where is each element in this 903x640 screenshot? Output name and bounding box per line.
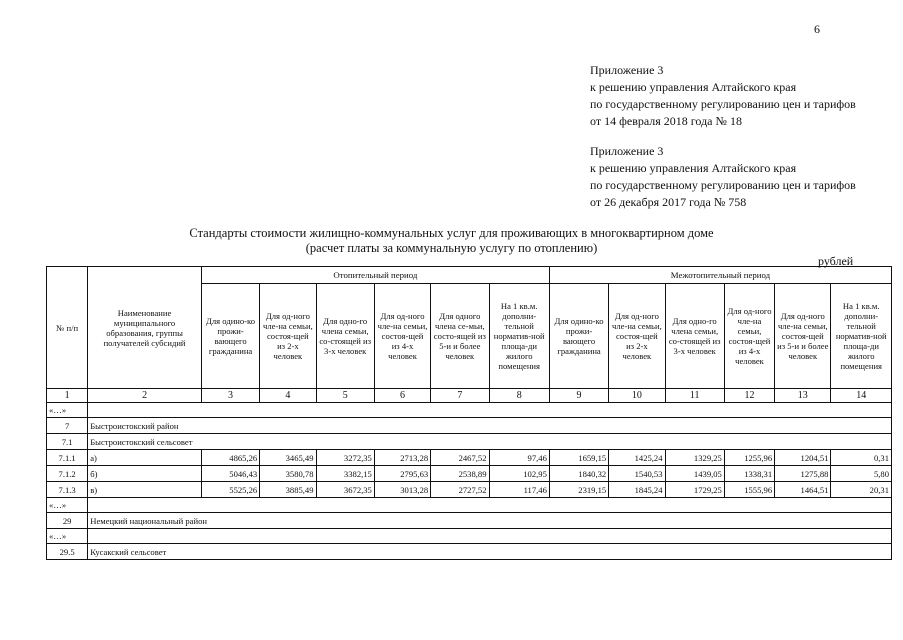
table-row bbox=[47, 498, 892, 513]
header-row-number: № п/п bbox=[47, 267, 88, 389]
table-row bbox=[47, 450, 892, 466]
row-code: «…» bbox=[47, 403, 88, 418]
document-title-line: Стандарты стоимости жилищно-коммунальных услуг для проживающих в многоквартирном доме bbox=[189, 226, 714, 240]
row-code: 7.1 bbox=[47, 434, 88, 450]
row-value: 5046,43 bbox=[201, 466, 259, 482]
column-number: 14 bbox=[831, 389, 892, 403]
row-name bbox=[88, 529, 892, 544]
units-label: рублей bbox=[818, 254, 854, 268]
row-name: Немецкий национальный район bbox=[88, 513, 892, 529]
row-code: 7.1.1 bbox=[47, 450, 88, 466]
row-value: 3580,78 bbox=[260, 466, 316, 482]
row-value: 1204,51 bbox=[775, 450, 831, 466]
column-number: 4 bbox=[260, 389, 316, 403]
row-value: 5525,26 bbox=[201, 482, 259, 498]
row-value: 3672,35 bbox=[316, 482, 374, 498]
row-value: 2795,63 bbox=[374, 466, 430, 482]
row-value: 1845,24 bbox=[609, 482, 665, 498]
table-row bbox=[47, 403, 892, 418]
row-code: 7.1.2 bbox=[47, 466, 88, 482]
table-row bbox=[47, 513, 892, 529]
column-number: 11 bbox=[665, 389, 724, 403]
appendix-title: Приложение 3 bbox=[590, 144, 664, 158]
row-value: 117,46 bbox=[489, 482, 549, 498]
row-value: 3013,28 bbox=[374, 482, 430, 498]
column-number: 13 bbox=[775, 389, 831, 403]
column-number-row bbox=[47, 389, 892, 403]
row-code: 7 bbox=[47, 418, 88, 434]
table-row bbox=[47, 529, 892, 544]
row-value: 3272,35 bbox=[316, 450, 374, 466]
row-value: 1255,96 bbox=[724, 450, 774, 466]
appendix-line: по государственному регулированию цен и тарифов bbox=[590, 178, 856, 192]
column-number: 8 bbox=[489, 389, 549, 403]
appendix-title: Приложение 3 bbox=[590, 63, 664, 77]
row-value: 1439,05 bbox=[665, 466, 724, 482]
header-interheating-col: Для од-ного чле-на семьи, состоя-щей из 5-и и более человек bbox=[775, 284, 831, 389]
appendix-line: к решению управления Алтайского края bbox=[590, 161, 797, 175]
column-number: 2 bbox=[88, 389, 202, 403]
row-name: в) bbox=[88, 482, 202, 498]
header-heating-col: Для одно-го члена семьи, со-стоящей из 3-х человек bbox=[316, 284, 374, 389]
row-value: 1464,51 bbox=[775, 482, 831, 498]
header-heating-col: Для одного члена се-мьи, состо-ящей из 5-и и более человек bbox=[431, 284, 489, 389]
column-number: 5 bbox=[316, 389, 374, 403]
row-value: 1840,32 bbox=[549, 466, 608, 482]
header-interheating-col: Для одно-го члена семьи, со-стоящей из 3-х человек bbox=[665, 284, 724, 389]
header-heating-col: На 1 кв.м. дополни-тельной норматив-ной площа-ди жилого помещения bbox=[489, 284, 549, 389]
row-value: 1425,24 bbox=[609, 450, 665, 466]
row-code: «…» bbox=[47, 529, 88, 544]
row-value: 1338,31 bbox=[724, 466, 774, 482]
row-value: 1555,96 bbox=[724, 482, 774, 498]
column-number: 7 bbox=[431, 389, 489, 403]
header-interheating-col: На 1 кв.м. дополни-тельной норматив-ной площа-ди жилого помещения bbox=[831, 284, 892, 389]
row-value: 3465,49 bbox=[260, 450, 316, 466]
table-row bbox=[47, 544, 892, 560]
row-name: а) bbox=[88, 450, 202, 466]
row-code: 29 bbox=[47, 513, 88, 529]
document-subtitle: (расчет платы за коммунальную услугу по отоплению) bbox=[305, 241, 598, 255]
header-heating-period: Отопительный период bbox=[201, 267, 549, 284]
appendix-line: от 14 февраля 2018 года № 18 bbox=[590, 114, 742, 128]
header-heating-col: Для одино-ко прожи-вающего гражданина bbox=[201, 284, 259, 389]
header-municipality-name: Наименование муниципального образования, группы получателей субсидий bbox=[88, 267, 202, 389]
row-value: 2319,15 bbox=[549, 482, 608, 498]
table-row bbox=[47, 418, 892, 434]
column-number: 1 bbox=[47, 389, 88, 403]
header-heating-col: Для од-ного чле-на семьи, состоя-щей из 2-х человек bbox=[260, 284, 316, 389]
row-value: 1729,25 bbox=[665, 482, 724, 498]
appendix-line: по государственному регулированию цен и тарифов bbox=[590, 97, 856, 111]
column-number: 6 bbox=[374, 389, 430, 403]
appendix-previous-header bbox=[590, 143, 856, 211]
column-number: 3 bbox=[201, 389, 259, 403]
row-name bbox=[88, 403, 892, 418]
row-code: 29.5 bbox=[47, 544, 88, 560]
tariff-standards-table bbox=[46, 266, 892, 560]
row-code: «…» bbox=[47, 498, 88, 513]
row-value: 1275,88 bbox=[775, 466, 831, 482]
header-interheating-col: Для од-ного чле-на семьи, состоя-щей из 2-х человек bbox=[609, 284, 665, 389]
column-number: 12 bbox=[724, 389, 774, 403]
row-value: 102,95 bbox=[489, 466, 549, 482]
row-name: Быстроистокский сельсовет bbox=[88, 434, 892, 450]
column-number: 10 bbox=[609, 389, 665, 403]
row-value: 2467,52 bbox=[431, 450, 489, 466]
row-value: 0,31 bbox=[831, 450, 892, 466]
row-value: 3382,15 bbox=[316, 466, 374, 482]
appendix-line: от 26 декабря 2017 года № 758 bbox=[590, 195, 747, 209]
table-body bbox=[47, 403, 892, 560]
row-code: 7.1.3 bbox=[47, 482, 88, 498]
row-value: 1329,25 bbox=[665, 450, 724, 466]
row-value: 4865,26 bbox=[201, 450, 259, 466]
header-interheating-col: Для одино-ко прожи-вающего гражданина bbox=[549, 284, 608, 389]
table-row bbox=[47, 466, 892, 482]
row-name bbox=[88, 498, 892, 513]
row-value: 2713,28 bbox=[374, 450, 430, 466]
row-value: 20,31 bbox=[831, 482, 892, 498]
table-row bbox=[47, 434, 892, 450]
row-name: Кусакский сельсовет bbox=[88, 544, 892, 560]
page-number: 6 bbox=[814, 22, 820, 36]
row-value: 1540,53 bbox=[609, 466, 665, 482]
header-interheating-col: Для од-ного чле-на семьи, состоя-щей из 4-х человек bbox=[724, 284, 774, 389]
row-name: Быстроистокский район bbox=[88, 418, 892, 434]
row-value: 3885,49 bbox=[260, 482, 316, 498]
row-value: 97,46 bbox=[489, 450, 549, 466]
row-value: 2727,52 bbox=[431, 482, 489, 498]
table-row bbox=[47, 482, 892, 498]
column-number: 9 bbox=[549, 389, 608, 403]
row-value: 2538,89 bbox=[431, 466, 489, 482]
document-title bbox=[0, 226, 903, 256]
appendix-current-header bbox=[590, 62, 856, 130]
header-heating-col: Для од-ного чле-на семьи, состоя-щей из 4-х человек bbox=[374, 284, 430, 389]
row-name: б) bbox=[88, 466, 202, 482]
appendix-line: к решению управления Алтайского края bbox=[590, 80, 797, 94]
row-value: 5,80 bbox=[831, 466, 892, 482]
row-value: 1659,15 bbox=[549, 450, 608, 466]
header-interheating-period: Межотопительный период bbox=[549, 267, 891, 284]
